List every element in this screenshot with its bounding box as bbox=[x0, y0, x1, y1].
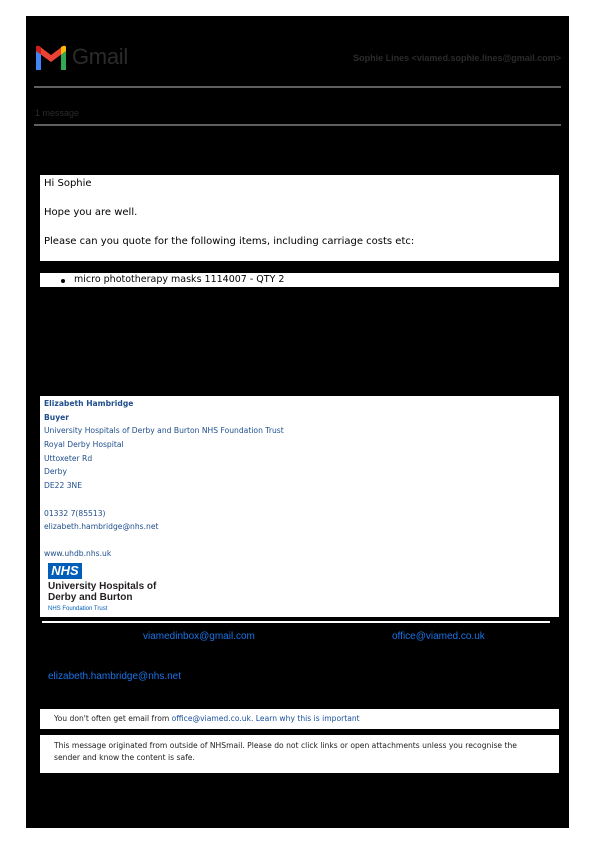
sender-address: Sophie Lines <viamed.sophie.lines@gmail.com> bbox=[353, 53, 561, 63]
signature-city: Derby bbox=[44, 467, 67, 476]
message-count: 1 message bbox=[35, 108, 80, 118]
nhs-trust-logo bbox=[44, 563, 164, 612]
viamed-inbox-link[interactable]: viamedinbox@gmail.com bbox=[143, 631, 255, 642]
sender-email-link[interactable]: elizabeth.hambridge@nhs.net bbox=[48, 671, 182, 682]
notice-prefix: You don't often get email from bbox=[54, 714, 170, 723]
signature-role: Buyer bbox=[44, 413, 70, 422]
external-warning bbox=[40, 735, 559, 773]
body-line: Please can you quote for the following items, including carriage costs etc: bbox=[44, 236, 415, 247]
greeting: Hi Sophie bbox=[44, 178, 92, 189]
external-sender-notice bbox=[40, 709, 559, 729]
gmail-logo-icon bbox=[34, 45, 68, 70]
email-printout bbox=[26, 16, 569, 828]
signature-name: Elizabeth Hambridge bbox=[44, 399, 134, 408]
signature-org: University Hospitals of Derby and Burton NHS Foundation Trust bbox=[44, 426, 284, 435]
list-item: micro phototherapy masks 1114007 - QTY 2 bbox=[74, 274, 285, 285]
signature-phone: 01332 7(85513) bbox=[44, 509, 106, 518]
office-email-link[interactable]: office@viamed.co.uk bbox=[392, 631, 485, 642]
divider bbox=[42, 621, 550, 623]
logo-line: University Hospitals of bbox=[48, 581, 157, 592]
bullet-icon bbox=[61, 279, 65, 283]
nhs-badge: NHS bbox=[48, 563, 82, 579]
signature-postcode: DE22 3NE bbox=[44, 481, 83, 490]
divider bbox=[34, 86, 561, 88]
notice-email: office@viamed.co.uk. bbox=[171, 714, 254, 723]
email-body bbox=[40, 175, 559, 261]
warning-line: This message originated from outside of NHSmail. Please do not click links or open attachments unless you recognise the bbox=[54, 741, 517, 750]
warning-line: sender and know the content is safe. bbox=[54, 753, 195, 762]
signature-street: Uttoxeter Rd bbox=[44, 454, 93, 463]
divider bbox=[34, 124, 561, 126]
logo-line: NHS Foundation Trust bbox=[48, 606, 108, 612]
signature-hospital: Royal Derby Hospital bbox=[44, 440, 124, 449]
signature-website[interactable]: www.uhdb.nhs.uk bbox=[44, 549, 112, 558]
signature-email[interactable]: elizabeth.hambridge@nhs.net bbox=[44, 522, 159, 531]
logo-line: Derby and Burton bbox=[48, 592, 133, 603]
gmail-wordmark: Gmail bbox=[72, 44, 128, 69]
item-list bbox=[40, 273, 559, 287]
learn-why-link[interactable]: Learn why this is important bbox=[255, 714, 360, 723]
signature-block bbox=[40, 396, 559, 617]
body-line: Hope you are well. bbox=[44, 207, 138, 218]
